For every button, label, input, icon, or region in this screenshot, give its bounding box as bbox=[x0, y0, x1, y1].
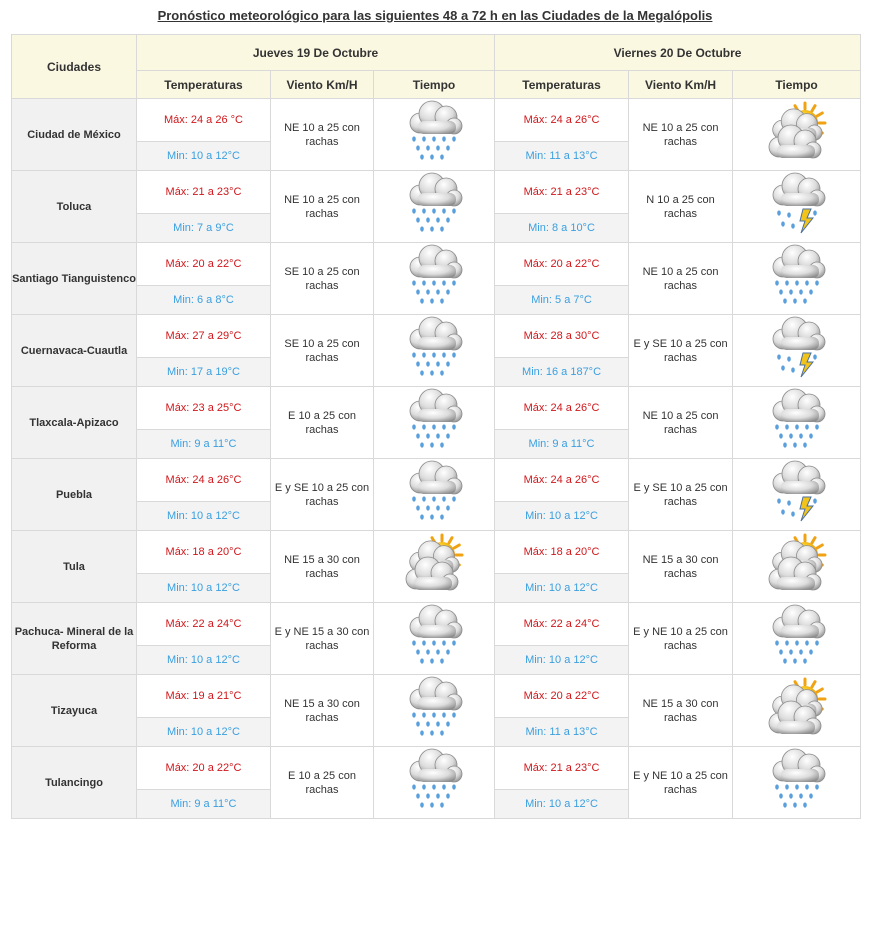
wind-day-1: E 10 a 25 con rachas bbox=[271, 747, 374, 819]
weather-day-1 bbox=[374, 603, 495, 675]
storm-cloud-icon bbox=[765, 171, 829, 237]
min-temp-day-2: Min: 9 a 11°C bbox=[495, 429, 629, 458]
max-temp-day-1: Máx: 27 a 29°C bbox=[137, 315, 271, 358]
page-title: Pronóstico meteorológico para las siguientes 48 a 72 h en las Ciudades de la Megalópolis bbox=[157, 8, 713, 23]
min-temp-day-1: Min: 17 a 19°C bbox=[137, 357, 271, 386]
forecast-row bbox=[12, 387, 861, 430]
forecast-row bbox=[12, 99, 861, 142]
max-temp-day-1: Máx: 19 a 21°C bbox=[137, 675, 271, 718]
wind-day-2: E y NE 10 a 25 con rachas bbox=[629, 747, 733, 819]
header-weather-1: Tiempo bbox=[374, 71, 495, 99]
wind-day-2: N 10 a 25 con rachas bbox=[629, 171, 733, 243]
max-temp-day-2: Máx: 20 a 22°C bbox=[495, 675, 629, 718]
rain-cloud-icon bbox=[765, 603, 829, 669]
wind-day-1: NE 15 a 30 con rachas bbox=[271, 675, 374, 747]
max-temp-day-2: Máx: 21 a 23°C bbox=[495, 747, 629, 790]
max-temp-day-2: Máx: 18 a 20°C bbox=[495, 531, 629, 574]
city-name: Puebla bbox=[12, 459, 137, 531]
min-temp-day-1: Min: 9 a 11°C bbox=[137, 429, 271, 458]
max-temp-day-1: Máx: 18 a 20°C bbox=[137, 531, 271, 574]
wind-day-1: E 10 a 25 con rachas bbox=[271, 387, 374, 459]
rain-cloud-icon bbox=[402, 243, 466, 309]
header-cities: Ciudades bbox=[12, 35, 137, 99]
header-wind-1: Viento Km/H bbox=[271, 71, 374, 99]
max-temp-day-2: Máx: 24 a 26°C bbox=[495, 99, 629, 142]
max-temp-day-2: Máx: 22 a 24°C bbox=[495, 603, 629, 646]
wind-day-1: SE 10 a 25 con rachas bbox=[271, 315, 374, 387]
header-day-1: Jueves 19 De Octubre bbox=[137, 35, 495, 71]
wind-day-2: NE 10 a 25 con rachas bbox=[629, 243, 733, 315]
min-temp-day-1: Min: 10 a 12°C bbox=[137, 501, 271, 530]
rain-cloud-icon bbox=[402, 747, 466, 813]
min-temp-day-1: Min: 6 a 8°C bbox=[137, 285, 271, 314]
max-temp-day-2: Máx: 28 a 30°C bbox=[495, 315, 629, 358]
min-temp-day-1: Min: 10 a 12°C bbox=[137, 717, 271, 746]
max-temp-day-1: Máx: 24 a 26°C bbox=[137, 459, 271, 502]
wind-day-2: NE 10 a 25 con rachas bbox=[629, 387, 733, 459]
weather-day-2 bbox=[733, 171, 861, 243]
forecast-row bbox=[12, 603, 861, 646]
forecast-row bbox=[12, 675, 861, 718]
weather-day-1 bbox=[374, 387, 495, 459]
max-temp-day-2: Máx: 24 a 26°C bbox=[495, 459, 629, 502]
max-temp-day-1: Máx: 22 a 24°C bbox=[137, 603, 271, 646]
city-name: Tulancingo bbox=[12, 747, 137, 819]
rain-cloud-icon bbox=[402, 459, 466, 525]
min-temp-day-2: Min: 10 a 12°C bbox=[495, 501, 629, 530]
forecast-row bbox=[12, 459, 861, 502]
min-temp-day-2: Min: 5 a 7°C bbox=[495, 285, 629, 314]
weather-day-1 bbox=[374, 675, 495, 747]
header-temps-2: Temperaturas bbox=[495, 71, 629, 99]
wind-day-2: E y SE 10 a 25 con rachas bbox=[629, 459, 733, 531]
city-name: Ciudad de México bbox=[12, 99, 137, 171]
partly-cloudy-icon bbox=[765, 531, 829, 597]
city-name: Tizayuca bbox=[12, 675, 137, 747]
weather-day-2 bbox=[733, 459, 861, 531]
rain-cloud-icon bbox=[765, 747, 829, 813]
rain-cloud-icon bbox=[402, 603, 466, 669]
wind-day-1: NE 10 a 25 con rachas bbox=[271, 99, 374, 171]
min-temp-day-1: Min: 10 a 12°C bbox=[137, 573, 271, 602]
max-temp-day-2: Máx: 24 a 26°C bbox=[495, 387, 629, 430]
max-temp-day-2: Máx: 21 a 23°C bbox=[495, 171, 629, 214]
forecast-table bbox=[11, 34, 861, 819]
forecast-row bbox=[12, 171, 861, 214]
wind-day-1: E y SE 10 a 25 con rachas bbox=[271, 459, 374, 531]
wind-day-2: NE 10 a 25 con rachas bbox=[629, 99, 733, 171]
city-name: Tlaxcala-Apizaco bbox=[12, 387, 137, 459]
weather-day-2 bbox=[733, 603, 861, 675]
wind-day-2: E y NE 10 a 25 con rachas bbox=[629, 603, 733, 675]
partly-cloudy-icon bbox=[765, 675, 829, 741]
rain-cloud-icon bbox=[402, 171, 466, 237]
wind-day-2: NE 15 a 30 con rachas bbox=[629, 675, 733, 747]
weather-day-2 bbox=[733, 315, 861, 387]
wind-day-1: E y NE 15 a 30 con rachas bbox=[271, 603, 374, 675]
storm-cloud-icon bbox=[765, 459, 829, 525]
weather-day-1 bbox=[374, 315, 495, 387]
weather-day-2 bbox=[733, 99, 861, 171]
weather-day-2 bbox=[733, 531, 861, 603]
rain-cloud-icon bbox=[402, 315, 466, 381]
min-temp-day-1: Min: 10 a 12°C bbox=[137, 645, 271, 674]
header-day-2: Viernes 20 De Octubre bbox=[495, 35, 861, 71]
max-temp-day-1: Máx: 24 a 26 °C bbox=[137, 99, 271, 142]
weather-day-1 bbox=[374, 99, 495, 171]
storm-cloud-icon bbox=[765, 315, 829, 381]
weather-day-2 bbox=[733, 747, 861, 819]
weather-day-2 bbox=[733, 387, 861, 459]
city-name: Toluca bbox=[12, 171, 137, 243]
max-temp-day-1: Máx: 23 a 25°C bbox=[137, 387, 271, 430]
max-temp-day-1: Máx: 20 a 22°C bbox=[137, 747, 271, 790]
forecast-row bbox=[12, 747, 861, 790]
forecast-row bbox=[12, 243, 861, 286]
weather-day-2 bbox=[733, 675, 861, 747]
min-temp-day-1: Min: 10 a 12°C bbox=[137, 141, 271, 170]
weather-day-1 bbox=[374, 243, 495, 315]
weather-day-1 bbox=[374, 747, 495, 819]
weather-day-1 bbox=[374, 531, 495, 603]
partly-cloudy-icon bbox=[765, 99, 829, 165]
max-temp-day-1: Máx: 21 a 23°C bbox=[137, 171, 271, 214]
partly-cloudy-icon bbox=[402, 531, 466, 597]
min-temp-day-2: Min: 16 a 187°C bbox=[495, 357, 629, 386]
forecast-row bbox=[12, 315, 861, 358]
rain-cloud-icon bbox=[402, 387, 466, 453]
min-temp-day-1: Min: 7 a 9°C bbox=[137, 213, 271, 242]
min-temp-day-2: Min: 10 a 12°C bbox=[495, 645, 629, 674]
rain-cloud-icon bbox=[402, 99, 466, 165]
header-weather-2: Tiempo bbox=[733, 71, 861, 99]
wind-day-1: NE 15 a 30 con rachas bbox=[271, 531, 374, 603]
header-temps-1: Temperaturas bbox=[137, 71, 271, 99]
min-temp-day-2: Min: 11 a 13°C bbox=[495, 141, 629, 170]
city-name: Tula bbox=[12, 531, 137, 603]
city-name: Santiago Tianguistenco bbox=[12, 243, 137, 315]
city-name: Pachuca- Mineral de la Reforma bbox=[12, 603, 137, 675]
weather-day-1 bbox=[374, 459, 495, 531]
max-temp-day-2: Máx: 20 a 22°C bbox=[495, 243, 629, 286]
forecast-row bbox=[12, 531, 861, 574]
min-temp-day-2: Min: 10 a 12°C bbox=[495, 789, 629, 818]
wind-day-1: SE 10 a 25 con rachas bbox=[271, 243, 374, 315]
header-wind-2: Viento Km/H bbox=[629, 71, 733, 99]
rain-cloud-icon bbox=[765, 243, 829, 309]
wind-day-1: NE 10 a 25 con rachas bbox=[271, 171, 374, 243]
wind-day-2: NE 15 a 30 con rachas bbox=[629, 531, 733, 603]
rain-cloud-icon bbox=[402, 675, 466, 741]
min-temp-day-2: Min: 8 a 10°C bbox=[495, 213, 629, 242]
min-temp-day-1: Min: 9 a 11°C bbox=[137, 789, 271, 818]
rain-cloud-icon bbox=[765, 387, 829, 453]
min-temp-day-2: Min: 11 a 13°C bbox=[495, 717, 629, 746]
min-temp-day-2: Min: 10 a 12°C bbox=[495, 573, 629, 602]
weather-day-1 bbox=[374, 171, 495, 243]
city-name: Cuernavaca-Cuautla bbox=[12, 315, 137, 387]
wind-day-2: E y SE 10 a 25 con rachas bbox=[629, 315, 733, 387]
weather-day-2 bbox=[733, 243, 861, 315]
max-temp-day-1: Máx: 20 a 22°C bbox=[137, 243, 271, 286]
